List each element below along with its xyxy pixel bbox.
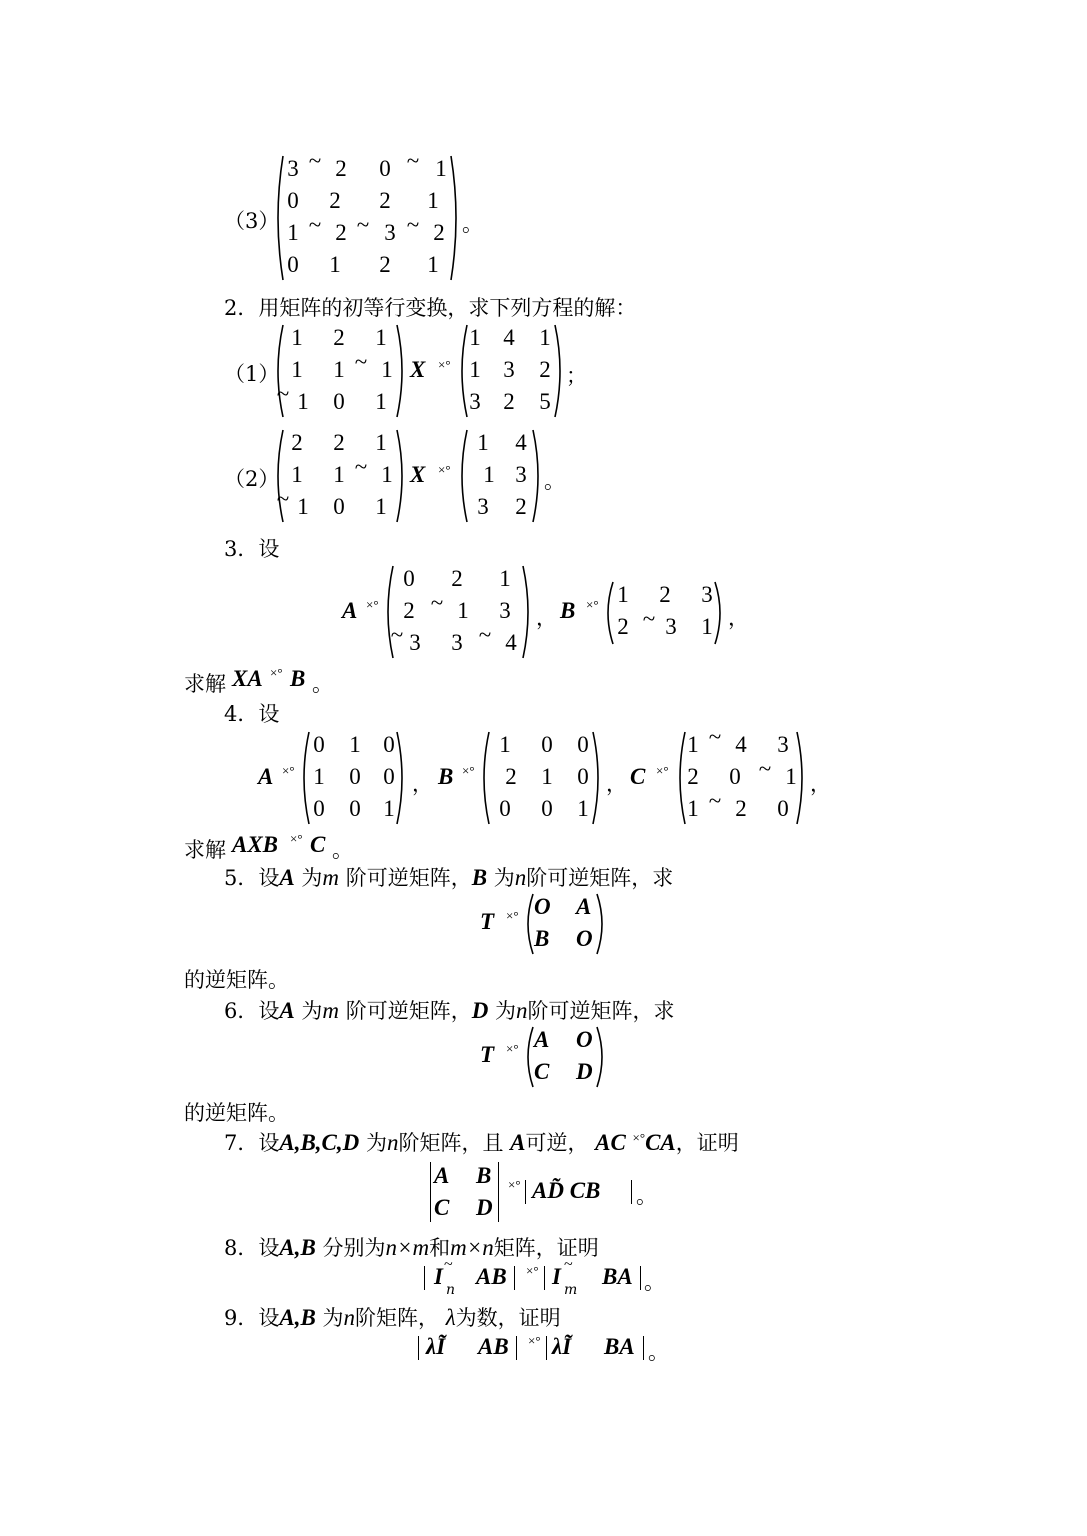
matrix-cell: 1 — [701, 614, 713, 639]
determinant-bar — [525, 1180, 526, 1204]
item-label: （1） — [224, 362, 280, 386]
order-n: n — [386, 1130, 399, 1155]
matrix-cell: 4 — [515, 430, 527, 455]
determinant-bar — [430, 1162, 431, 1222]
matrix-cell: 1 — [499, 732, 511, 757]
matrix-t-symbol: T — [480, 909, 495, 934]
matrix-c — [678, 724, 808, 826]
matrix-cell: 2 — [515, 494, 527, 519]
matrix-cell: 2 — [433, 220, 445, 245]
determinant-bar — [498, 1162, 499, 1222]
matrix-cell: 2 — [617, 614, 629, 639]
order-n: n — [343, 1305, 355, 1330]
determinant-expression: AD̃ CB — [532, 1178, 601, 1203]
block-d: D — [576, 1059, 593, 1084]
solve-prefix: 求解 — [184, 838, 226, 862]
equation-lhs: AXB — [232, 832, 279, 857]
matrix-cell: 3 — [477, 494, 489, 519]
matrix-cell: 1 — [291, 462, 303, 487]
matrix-cell: 3 — [384, 220, 396, 245]
right-paren — [590, 730, 606, 826]
matrix-b — [482, 730, 602, 826]
comma: ， — [606, 772, 627, 796]
question-number: 5．设 — [224, 866, 280, 890]
right-paren — [394, 428, 410, 524]
block-b: B — [476, 1163, 492, 1188]
matrix-cell: 1 — [375, 430, 387, 455]
matrix-cell: 1 — [457, 598, 469, 623]
text: 阶可逆矩阵，求 — [527, 999, 675, 1023]
equals-sign: ×° — [366, 597, 379, 612]
block-o: O — [576, 926, 593, 951]
matrix-cell: 3 — [665, 614, 677, 639]
matrix-cell: 3 — [469, 389, 481, 414]
matrix-cell: 0 — [541, 732, 553, 757]
text: 可逆， — [525, 1131, 589, 1155]
lambda-identity: λĨ — [426, 1334, 446, 1359]
question-6-tail: 的逆矩阵。 — [184, 1101, 289, 1125]
determinant-bar — [640, 1266, 641, 1290]
matrix-cell: 1 — [375, 389, 387, 414]
matrix-cell: ~ — [390, 622, 404, 647]
period: 。 — [544, 469, 565, 493]
matrix-cell: 0 — [349, 764, 361, 789]
matrix-cell: 2 — [291, 430, 303, 455]
matrix-cell: 0 — [577, 764, 589, 789]
equals-sign: ×° — [462, 763, 475, 778]
question-number: 7．设 — [224, 1131, 280, 1155]
matrix-cell: 1 — [375, 494, 387, 519]
matrix-cell: 1 — [329, 252, 341, 277]
determinant-bar — [544, 1266, 545, 1290]
equals-sign: ×° — [506, 908, 519, 923]
tilde-mark: ~ — [444, 1256, 453, 1273]
matrix-cell: ~ — [478, 622, 492, 647]
product-ab: AB — [478, 1334, 509, 1359]
matrix-cell: 0 — [577, 732, 589, 757]
order-n: n — [514, 865, 527, 890]
variable-x: X — [410, 357, 426, 382]
matrix-cell: ~ — [708, 788, 722, 813]
tilde-mark: ~ — [564, 1256, 573, 1273]
matrix-cell: 0 — [287, 252, 299, 277]
text: 和 — [429, 1236, 451, 1260]
matrix-list: A,B,C,D — [279, 1130, 360, 1155]
lambda-identity: λĨ — [552, 1334, 572, 1359]
matrix-3x2 — [460, 428, 540, 524]
matrix-cell: 1 — [333, 357, 345, 382]
question-9-text — [224, 1302, 561, 1332]
right-paren — [520, 564, 536, 660]
matrix-cell: 2 — [505, 764, 517, 789]
question-8-text — [224, 1232, 599, 1262]
matrix-cell: 4 — [505, 630, 517, 655]
matrix-cell: ~ — [308, 212, 322, 237]
matrix-cell: 2 — [403, 598, 415, 623]
matrix-cell: 4 — [735, 732, 747, 757]
matrix-cell: 1 — [291, 357, 303, 382]
matrix-cell: 0 — [541, 796, 553, 821]
product-ba: BA — [604, 1334, 635, 1359]
matrix-3x3 — [278, 428, 406, 524]
text: 为 — [322, 1306, 344, 1330]
block-c: C — [534, 1059, 550, 1084]
matrix-cell: 1 — [477, 430, 489, 455]
matrix-cell: 0 — [313, 796, 325, 821]
matrix-cell: 2 — [735, 796, 747, 821]
matrix-cell: 0 — [383, 764, 395, 789]
question-6-text — [224, 995, 675, 1025]
matrix-cell: 0 — [379, 156, 391, 181]
block-o: O — [534, 894, 551, 919]
matrix-t-symbol: T — [480, 1042, 495, 1067]
matrix-list: A,B — [279, 1235, 316, 1260]
matrix-cell: 0 — [499, 796, 511, 821]
period: 。 — [636, 1184, 657, 1208]
matrix-cell: 3 — [503, 357, 515, 382]
matrix-cell: 0 — [333, 389, 345, 414]
equals-sign: ×° — [438, 357, 451, 372]
dimension-mn: m×n — [450, 1235, 494, 1260]
matrix-cell: 0 — [729, 764, 741, 789]
equals-sign: ×° — [290, 831, 303, 846]
condition-rhs: CA — [645, 1130, 676, 1155]
matrix-cell: ~ — [276, 381, 290, 406]
lambda-symbol: λ — [445, 1305, 456, 1330]
matrix-cell: 0 — [287, 188, 299, 213]
order-m: m — [322, 998, 340, 1023]
right-paren — [394, 730, 410, 826]
right-paren — [594, 892, 610, 956]
variable-x: X — [410, 462, 426, 487]
identity-symbol: I — [434, 1264, 443, 1289]
right-paren — [712, 580, 728, 646]
text: 分别为 — [322, 1236, 386, 1260]
text: 为 — [495, 999, 517, 1023]
matrix-cell: 1 — [297, 494, 309, 519]
matrix-d-symbol: D — [471, 998, 489, 1023]
text: 为数，证明 — [455, 1306, 561, 1330]
block-a: A — [434, 1163, 450, 1188]
determinant-bar — [546, 1336, 547, 1360]
period: 。 — [312, 672, 333, 696]
matrix-cell: ~ — [406, 212, 420, 237]
matrix-cell: 1 — [687, 796, 699, 821]
semicolon: ； — [566, 364, 587, 388]
comma: ， — [810, 772, 831, 796]
question-number: 8．设 — [224, 1236, 280, 1260]
determinant-bar — [514, 1266, 515, 1290]
product-ba: BA — [602, 1264, 633, 1289]
matrix-cell: 1 — [577, 796, 589, 821]
question-2-text: 2．用矩阵的初等行变换，求下列方程的解： — [224, 296, 637, 320]
period: 。 — [648, 1340, 669, 1364]
block-a: A — [576, 894, 592, 919]
matrix-cell: 1 — [313, 764, 325, 789]
matrix-cell: 3 — [451, 630, 463, 655]
subscript-n: n — [446, 1282, 456, 1298]
period: 。 — [332, 838, 353, 862]
right-paren — [594, 1025, 610, 1089]
matrix-cell: 2 — [379, 252, 391, 277]
question-5-text — [224, 862, 673, 892]
period: 。 — [644, 1270, 665, 1294]
matrix-cell: 0 — [383, 732, 395, 757]
matrix-cell: 3 — [287, 156, 299, 181]
text: 为 — [301, 999, 323, 1023]
matrix-cell: 1 — [381, 357, 393, 382]
text: 为 — [365, 1131, 387, 1155]
matrix-cell: 1 — [617, 582, 629, 607]
comma: ， — [412, 772, 433, 796]
matrix-cell: 1 — [297, 389, 309, 414]
question-number: 6．设 — [224, 999, 280, 1023]
product-ab: AB — [476, 1264, 507, 1289]
matrix-cell: 2 — [687, 764, 699, 789]
equals-sign: ×° — [656, 763, 669, 778]
block-o: O — [576, 1027, 593, 1052]
text: 为 — [301, 866, 323, 890]
equals-sign: ×° — [270, 665, 283, 680]
text: 阶矩阵， — [355, 1306, 439, 1330]
matrix-a-symbol: A — [279, 865, 295, 890]
matrix-cell: ~ — [276, 486, 290, 511]
matrix-cell: ~ — [354, 454, 368, 479]
item-label: （3） — [224, 209, 280, 233]
question-4-text: 4．设 — [224, 702, 280, 726]
order-n: n — [516, 998, 528, 1023]
matrix-cell: ~ — [642, 606, 656, 631]
equals-sign: ×° — [506, 1041, 519, 1056]
matrix-cell: 0 — [403, 566, 415, 591]
solve-prefix: 求解 — [184, 672, 226, 696]
matrix-cell: 3 — [701, 582, 713, 607]
matrix-cell: ~ — [758, 756, 772, 781]
order-m: m — [322, 865, 340, 890]
matrix-cell: 3 — [515, 462, 527, 487]
matrix-list: A,B — [279, 1305, 316, 1330]
matrix-cell: 1 — [435, 156, 447, 181]
determinant-bar — [643, 1336, 644, 1360]
matrix-cell: 2 — [659, 582, 671, 607]
block-c: C — [434, 1195, 450, 1220]
matrix-cell: 0 — [333, 494, 345, 519]
matrix-cell: 0 — [349, 796, 361, 821]
matrix-cell: 2 — [451, 566, 463, 591]
matrix-cell: 2 — [333, 430, 345, 455]
question-5-tail: 的逆矩阵。 — [184, 968, 289, 992]
matrix-a-symbol: A — [510, 1130, 526, 1155]
matrix-cell: 0 — [313, 732, 325, 757]
matrix-cell: 2 — [539, 357, 551, 382]
identity-symbol: I — [552, 1264, 561, 1289]
matrix-cell: 1 — [427, 252, 439, 277]
matrix-a-symbol: A — [279, 998, 295, 1023]
text: 阶可逆矩阵， — [345, 866, 472, 890]
matrix-a — [304, 730, 404, 826]
matrix-cell: 3 — [777, 732, 789, 757]
text: 阶可逆矩阵，求 — [526, 866, 674, 890]
matrix-cell: 2 — [335, 220, 347, 245]
determinant-bar — [424, 1266, 425, 1290]
matrix-cell: 1 — [349, 732, 361, 757]
text: 为 — [493, 866, 515, 890]
matrix-b — [608, 580, 728, 646]
matrix-cell: 3 — [409, 630, 421, 655]
matrix-cell: 0 — [777, 796, 789, 821]
determinant-bar — [631, 1180, 632, 1204]
equals-sign: ×° — [632, 1130, 646, 1145]
matrix-a-symbol: A — [258, 764, 274, 789]
matrix-a — [390, 564, 530, 660]
matrix-cell: 2 — [333, 325, 345, 350]
equation-lhs: XA — [232, 666, 263, 691]
matrix-cell: ~ — [308, 148, 322, 173]
matrix-cell: ~ — [430, 590, 444, 615]
matrix-b-symbol: B — [560, 598, 576, 623]
text: ，证明 — [675, 1131, 739, 1155]
matrix-cell: ~ — [708, 724, 722, 749]
matrix-cell: 1 — [333, 462, 345, 487]
item-label: （2） — [224, 467, 280, 491]
matrix-cell: ~ — [406, 148, 420, 173]
equation-rhs: C — [310, 832, 326, 857]
matrix-4x4 — [278, 148, 458, 282]
matrix-cell: 4 — [503, 325, 515, 350]
right-paren — [794, 730, 810, 826]
matrix-cell: 1 — [383, 796, 395, 821]
block-d: D — [476, 1195, 493, 1220]
period: 。 — [462, 212, 483, 236]
matrix-cell: 1 — [687, 732, 699, 757]
text: 矩阵，证明 — [493, 1236, 599, 1260]
text: 阶矩阵，且 — [398, 1131, 504, 1155]
block-a: A — [534, 1027, 550, 1052]
equals-sign: ×° — [586, 597, 599, 612]
block-b: B — [534, 926, 550, 951]
matrix-c-symbol: C — [630, 764, 646, 789]
matrix-cell: 2 — [379, 188, 391, 213]
matrix-3x3 — [278, 323, 406, 419]
matrix-cell: 3 — [499, 598, 511, 623]
determinant-bar — [418, 1336, 419, 1360]
matrix-cell: ~ — [356, 212, 370, 237]
text: 阶可逆矩阵， — [345, 999, 472, 1023]
matrix-cell: ~ — [354, 349, 368, 374]
condition-lhs: AC — [595, 1130, 626, 1155]
question-3-text: 3．设 — [224, 537, 280, 561]
matrix-a-symbol: A — [342, 598, 358, 623]
matrix-cell: 1 — [375, 325, 387, 350]
matrix-cell: 5 — [539, 389, 551, 414]
question-number: 9．设 — [224, 1306, 280, 1330]
comma: ， — [536, 606, 557, 630]
matrix-b-symbol: B — [471, 865, 488, 890]
equals-sign: ×° — [528, 1333, 541, 1348]
matrix-cell: 2 — [335, 156, 347, 181]
matrix-cell: 1 — [499, 566, 511, 591]
equals-sign: ×° — [508, 1177, 521, 1192]
equation-rhs: B — [290, 666, 306, 691]
matrix-cell: 1 — [785, 764, 797, 789]
equals-sign: ×° — [282, 763, 295, 778]
matrix-cell: 1 — [483, 462, 495, 487]
dimension-nm: n×m — [385, 1235, 430, 1260]
matrix-cell: 1 — [469, 357, 481, 382]
matrix-cell: 1 — [427, 188, 439, 213]
equals-sign: ×° — [526, 1263, 539, 1278]
matrix-cell: 1 — [539, 325, 551, 350]
matrix-cell: 2 — [329, 188, 341, 213]
subscript-m: m — [564, 1282, 578, 1298]
question-7-text — [224, 1127, 739, 1157]
comma: ， — [728, 606, 749, 630]
matrix-cell: 1 — [469, 325, 481, 350]
matrix-cell: 1 — [541, 764, 553, 789]
equals-sign: ×° — [438, 462, 451, 477]
determinant-bar — [516, 1336, 517, 1360]
right-paren — [394, 323, 410, 419]
matrix-b-symbol: B — [438, 764, 454, 789]
matrix-cell: 1 — [381, 462, 393, 487]
matrix-cell: 1 — [291, 325, 303, 350]
matrix-cell: 2 — [503, 389, 515, 414]
matrix-cell: 1 — [287, 220, 299, 245]
